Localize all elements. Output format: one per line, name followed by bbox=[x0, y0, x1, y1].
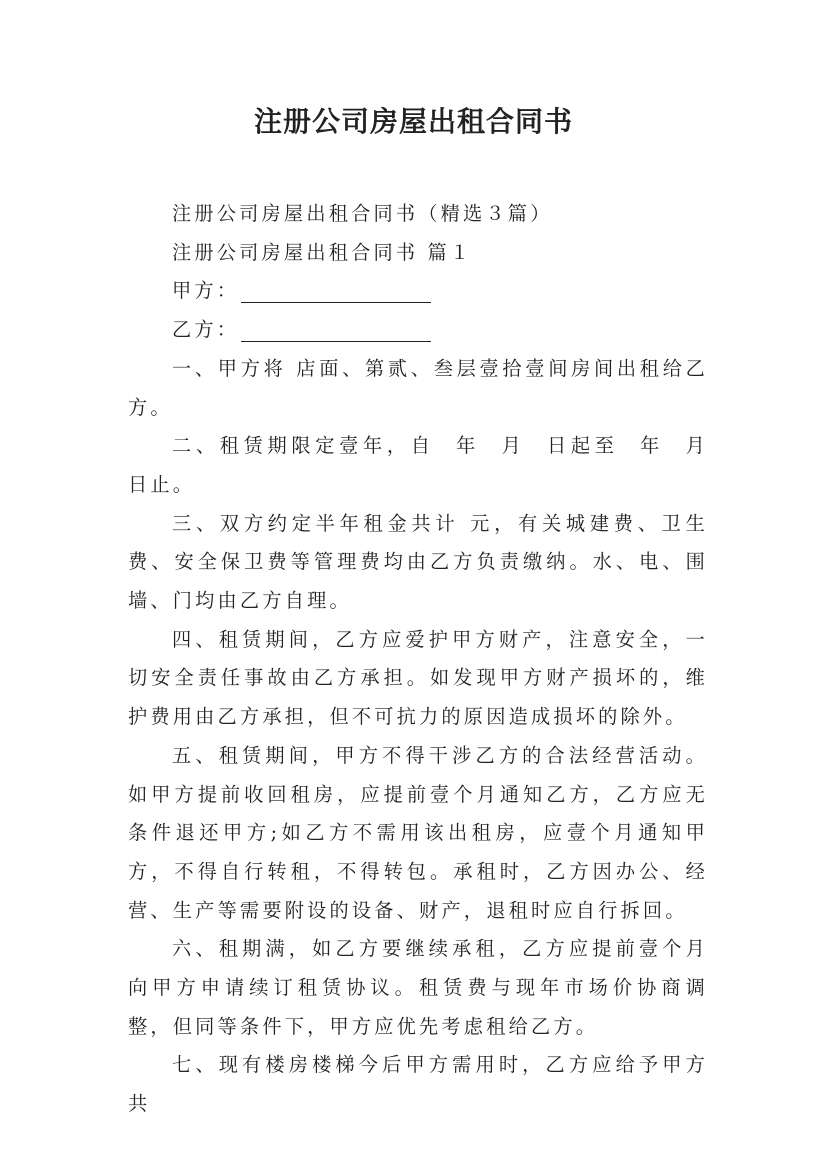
clause-1: 一、甲方将 店面、第贰、叁层壹拾壹间房间出租给乙方。 bbox=[128, 356, 708, 419]
clause-6: 六、租期满，如乙方要继续承租，乙方应提前壹个月向甲方申请续订租赁协议。租赁费与现年市场价协商调整，但同等条件下，甲方应优先考虑租给乙方。 bbox=[128, 937, 708, 1038]
document-body bbox=[128, 195, 727, 1124]
party-a-blank bbox=[241, 280, 431, 303]
section-heading: 注册公司房屋出租合同书 篇１ bbox=[172, 240, 473, 264]
document-title: 注册公司房屋出租合同书 bbox=[253, 105, 573, 138]
party-b-label: 乙方： bbox=[172, 318, 240, 342]
party-a-line bbox=[128, 272, 708, 311]
clause-5: 五、租赁期间，甲方不得干涉乙方的合法经营活动。如甲方提前收回租房，应提前壹个月通知乙方，乙方应无条件退还甲方;如乙方不需用该出租房，应壹个月通知甲方，不得自行转租，不得转包。承租时，乙方因办公、经营、生产等需要附设的设备、财产，退租时应自行拆回。 bbox=[128, 743, 708, 922]
party-a-label: 甲方： bbox=[172, 279, 240, 303]
party-b-line bbox=[128, 311, 708, 350]
clause-7: 七、现有楼房楼梯今后甲方需用时，乙方应给予甲方共 bbox=[128, 1053, 708, 1116]
document-subtitle: 注册公司房屋出租合同书（精选３篇） bbox=[172, 202, 553, 225]
clause-2: 二、租赁期限定壹年，自 年 月 日起至 年 月 日止。 bbox=[128, 434, 727, 496]
clause-4: 四、租赁期间，乙方应爱护甲方财产，注意安全，一切安全责任事故由乙方承担。如发现甲方财产损坏的，维护费用由乙方承担，但不可抗力的原因造成损坏的除外。 bbox=[128, 627, 708, 729]
clause-3: 三、双方约定半年租金共计 元，有关城建费、卫生费、安全保卫费等管理费均由乙方负责缴纳。水、电、围墙、门均由乙方自理。 bbox=[128, 511, 708, 613]
party-b-blank bbox=[241, 319, 431, 342]
